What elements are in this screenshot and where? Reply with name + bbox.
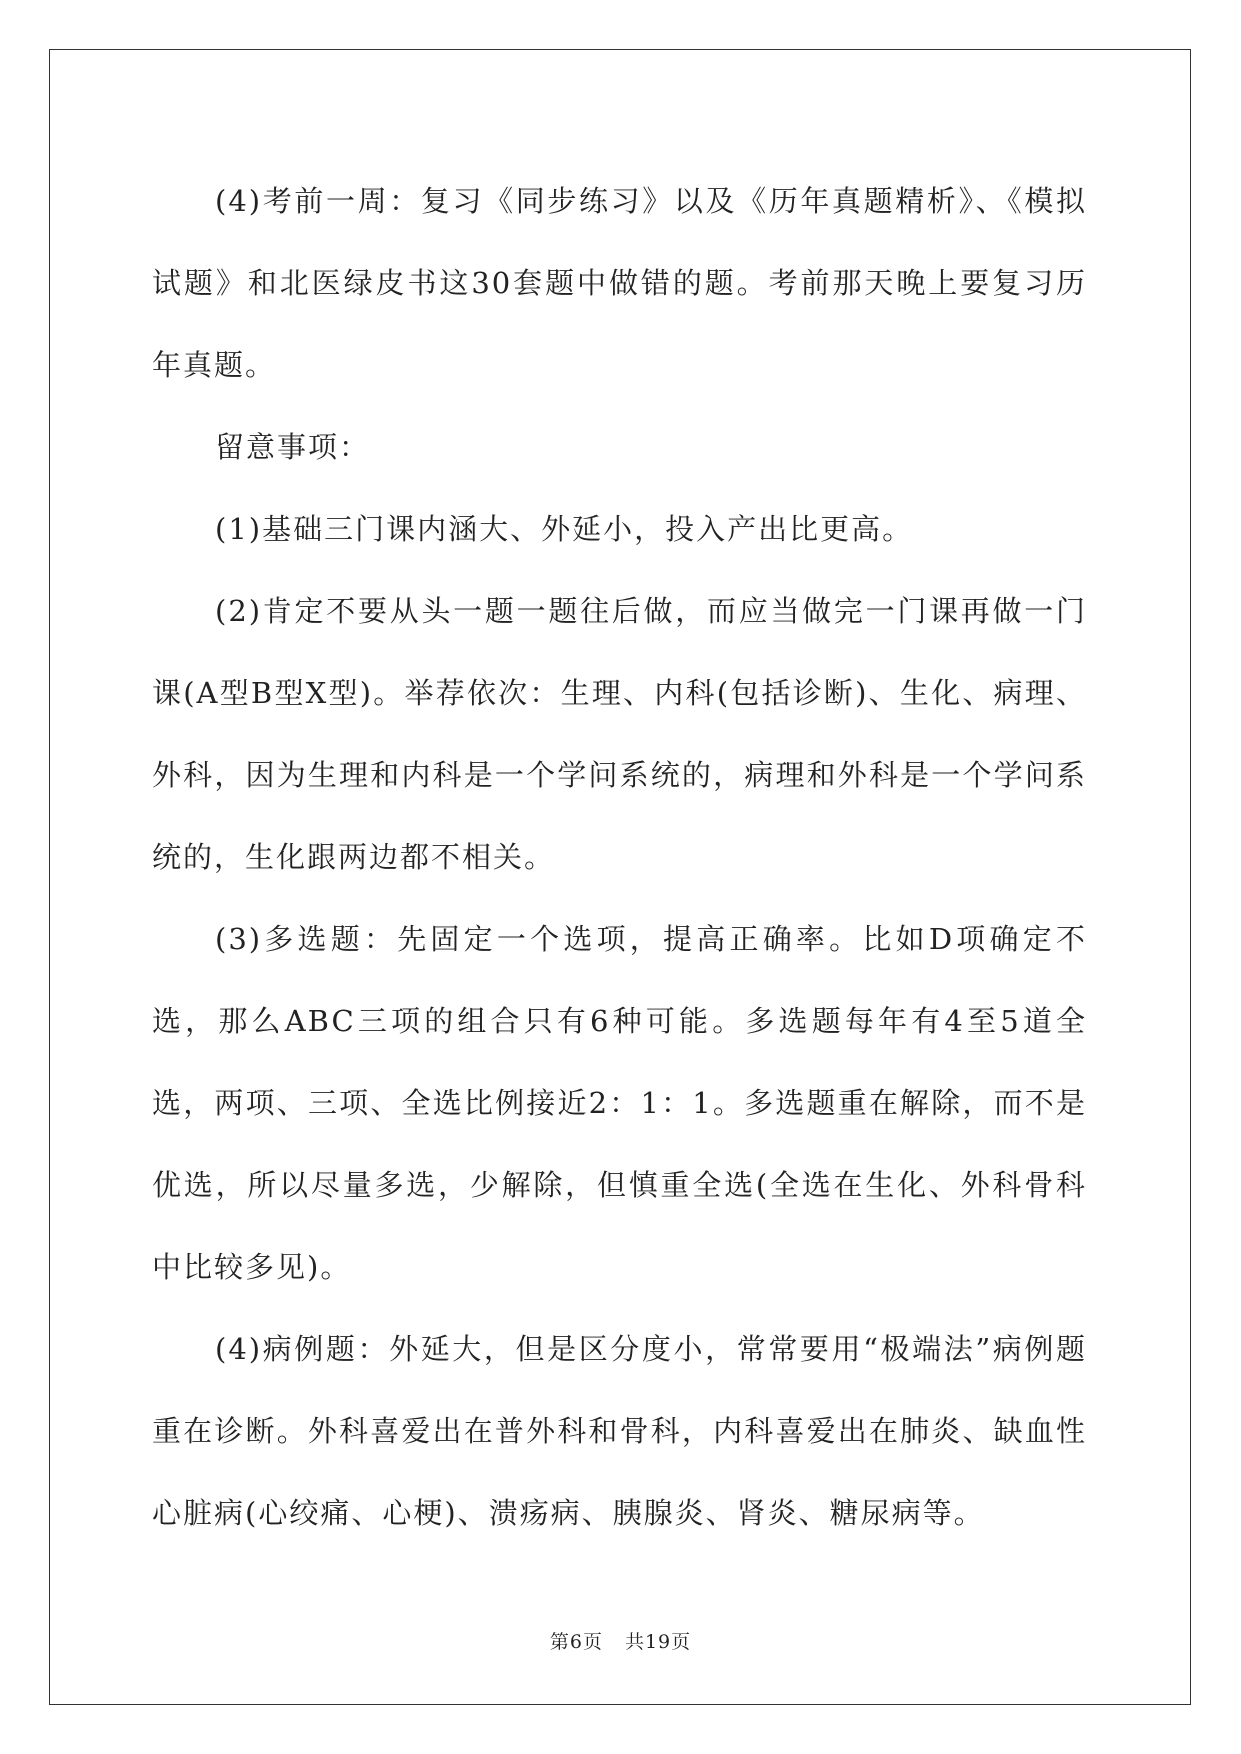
paragraph-exam-week: (4)考前一周：复习《同步练习》以及《历年真题精析》、《模拟试题》和北医绿皮书这30套题中做错的题。考前那天晚上要复习历年真题。 [152, 184, 1087, 382]
paragraph-note-1: (1)基础三门课内涵大、外延小，投入产出比更高。 [215, 512, 914, 546]
paragraph-note-2: (2)肯定不要从头一题一题往后做，而应当做完一门课再做一门课(A型B型X型)。举荐依次：生理、内科(包括诊断)、生化、病理、外科，因为生理和内科是一个学问系统的，病理和外科是一个学问系统的，生化跟两边都不相关。 [152, 594, 1087, 874]
paragraph-notes-heading: 留意事项： [215, 430, 371, 464]
document-body [152, 160, 1087, 1554]
page-total: 共19页 [624, 1631, 692, 1653]
page-number: 第6页 [549, 1631, 603, 1653]
page-footer [0, 1627, 1241, 1654]
paragraph-note-3: (3)多选题：先固定一个选项，提高正确率。比如D项确定不选，那么ABC三项的组合只有6种可能。多选题每年有4至5道全选，两项、三项、全选比例接近2：1：1。多选题重在解除，而不是优选，所以尽量多选，少解除，但慎重全选(全选在生化、外科骨科中比较多见)。 [152, 922, 1087, 1284]
paragraph-note-4: (4)病例题：外延大，但是区分度小，常常要用“极端法”病例题重在诊断。外科喜爱出在普外科和骨科，内科喜爱出在肺炎、缺血性心脏病(心绞痛、心梗)、溃疡病、胰腺炎、肾炎、糖尿病等。 [152, 1332, 1087, 1530]
